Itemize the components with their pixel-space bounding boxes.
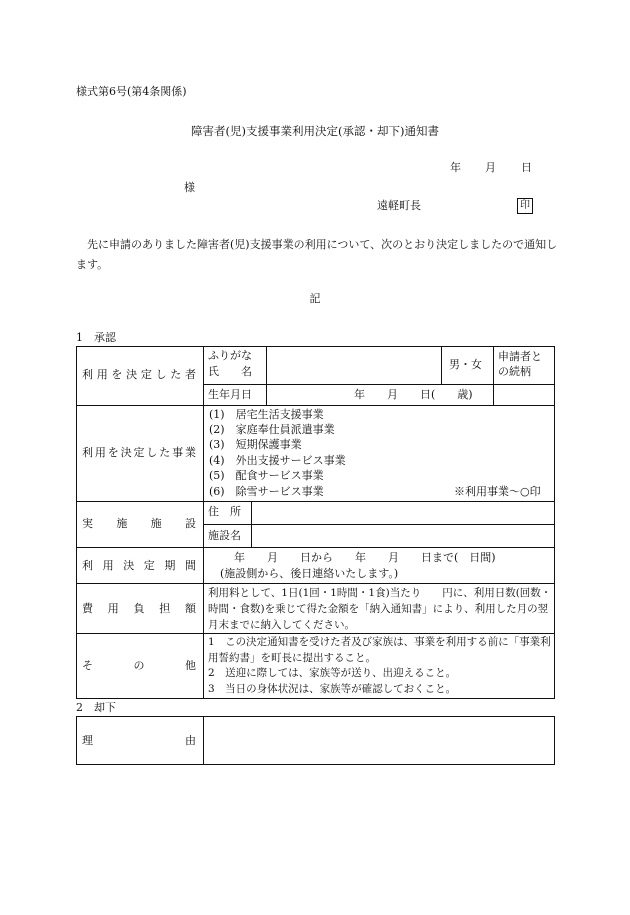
table1-border-right — [554, 346, 555, 699]
service-item: (2) 家庭奉仕員派遣事業 — [209, 423, 335, 436]
date-year-label: 年 — [450, 161, 461, 174]
section2-heading: 2 却下 — [76, 701, 116, 714]
form-number: 様式第6号(第4条関係) — [76, 85, 187, 98]
other-item: 3 当日の身体状況は、家族等が確認しておくこと。 — [208, 683, 457, 695]
service-item: (1) 居宅生活支援事業 — [209, 408, 324, 421]
person-label: 利用を決定した者 — [82, 368, 196, 381]
service-item: (3) 短期保護事業 — [209, 438, 302, 451]
table1-line — [203, 384, 555, 385]
intro-paragraph: 先に申請のありました障害者(児)支援事業の利用について、次のとおり決定しましたので通知します。 — [76, 238, 558, 271]
service-item: (5) 配食サービス事業 — [209, 469, 324, 482]
date-month-label: 月 — [485, 161, 496, 174]
services-label: 利用を決定した事業 — [82, 446, 196, 459]
other-label: そ の 他 — [82, 659, 196, 672]
facility-address-label: 住 所 — [208, 505, 241, 518]
service-item: (6) 除雪サービス事業 — [209, 485, 324, 498]
addressee-suffix: 様 — [184, 181, 195, 194]
table1-line — [76, 583, 555, 584]
table2-label-divider — [203, 716, 204, 765]
furigana-label: ふりがな — [208, 349, 252, 362]
table1-label-divider — [203, 346, 204, 699]
other-item: 2 送迎に際しては、家族等が送り、出迎えること。 — [208, 667, 457, 679]
table1-line — [203, 524, 555, 525]
seal-mark: 印 — [517, 198, 533, 214]
period-note: (施設側から、後日連絡いたします。) — [220, 567, 399, 580]
reason-label: 理 由 — [82, 734, 196, 747]
ki-heading: 記 — [309, 292, 321, 305]
relation-label: 申請者との続柄 — [498, 350, 542, 378]
table1-line — [493, 346, 494, 405]
table1-border-bottom — [76, 698, 555, 699]
table1-line — [76, 547, 555, 548]
period-label: 利用決定期間 — [82, 559, 196, 572]
cost-label: 費用負担額 — [82, 602, 196, 615]
cost-text: 利用料として、1日(1回・1時間・1食)当たり 円に、利用日数(回数・時間・食数)を乗じて得た金額を「納入通知書」により、利用した月の翌月末までに納入してください。 — [208, 587, 552, 631]
table2-border-left — [76, 716, 77, 765]
name-label: 氏 名 — [208, 365, 252, 378]
birth-label: 生年月日 — [208, 388, 252, 401]
birth-value: 年 月 日( 歳) — [354, 388, 473, 401]
document-title: 障害者(児)支援事業利用決定(承認・却下)通知書 — [191, 124, 439, 138]
table2-border-top — [76, 716, 555, 717]
table1-line — [441, 346, 442, 384]
table1-line — [266, 346, 267, 405]
table1-border-left — [76, 346, 77, 699]
table2-border-right — [554, 716, 555, 765]
service-note: ※利用事業～○印 — [454, 485, 541, 498]
table2-border-bottom — [76, 764, 555, 765]
facility-label: 実施施設 — [82, 517, 196, 530]
date-day-label: 日 — [521, 161, 532, 174]
facility-name-label: 施設名 — [208, 529, 241, 542]
table1-border-top — [76, 346, 555, 347]
service-item: (4) 外出支援サービス事業 — [209, 454, 346, 467]
table1-line — [76, 405, 555, 406]
issuer: 遠軽町長 — [377, 199, 421, 212]
table1-line — [251, 501, 252, 547]
section1-heading: 1 承認 — [76, 331, 116, 344]
other-item: 1 この決定通知書を受けた者及び家族は、事業を利用する前に「事業利用誓約書」を町長に提出すること。 — [208, 636, 551, 664]
gender-choice: 男・女 — [449, 358, 482, 371]
period-dates: 年 月 日から 年 月 日まで( 日間) — [234, 551, 496, 564]
table1-line — [76, 501, 555, 502]
